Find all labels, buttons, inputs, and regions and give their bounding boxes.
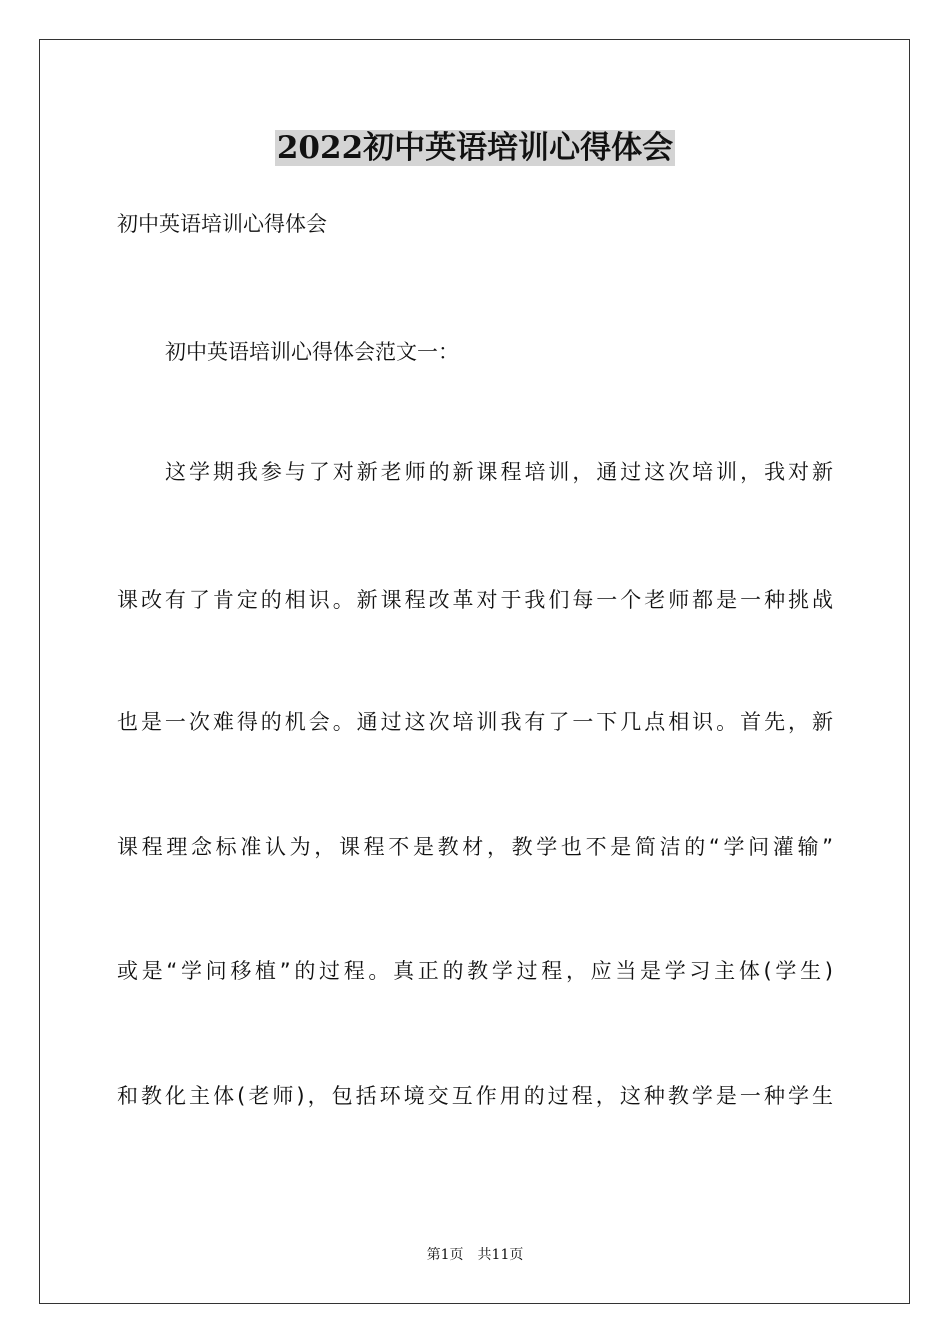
paragraph-line: 课程理念标准认为，课程不是教材，教学也不是简洁的“学问灌输” [117,835,833,859]
document-subtitle: 初中英语培训心得体会 [117,212,327,236]
paragraph-line: 这学期我参与了对新老师的新课程培训，通过这次培训，我对新 [165,460,833,484]
document-title [0,126,950,170]
page-number: 第1页 [426,1247,464,1263]
paragraph-line: 或是“学问移植”的过程。真正的教学过程，应当是学习主体(学生) [117,959,833,983]
document-title-text: 2022初中英语培训心得体会 [276,130,674,166]
paragraph-line: 和教化主体(老师)，包括环境交互作用的过程，这种教学是一种学生 [117,1084,833,1108]
section-heading: 初中英语培训心得体会范文一： [165,340,459,364]
page-total: 共11页 [477,1247,524,1263]
paragraph-line: 也是一次难得的机会。通过这次培训我有了一下几点相识。首先，新 [117,710,833,734]
page-footer [0,1245,950,1265]
paragraph-line: 课改有了肯定的相识。新课程改革对于我们每一个老师都是一种挑战 [117,588,833,612]
